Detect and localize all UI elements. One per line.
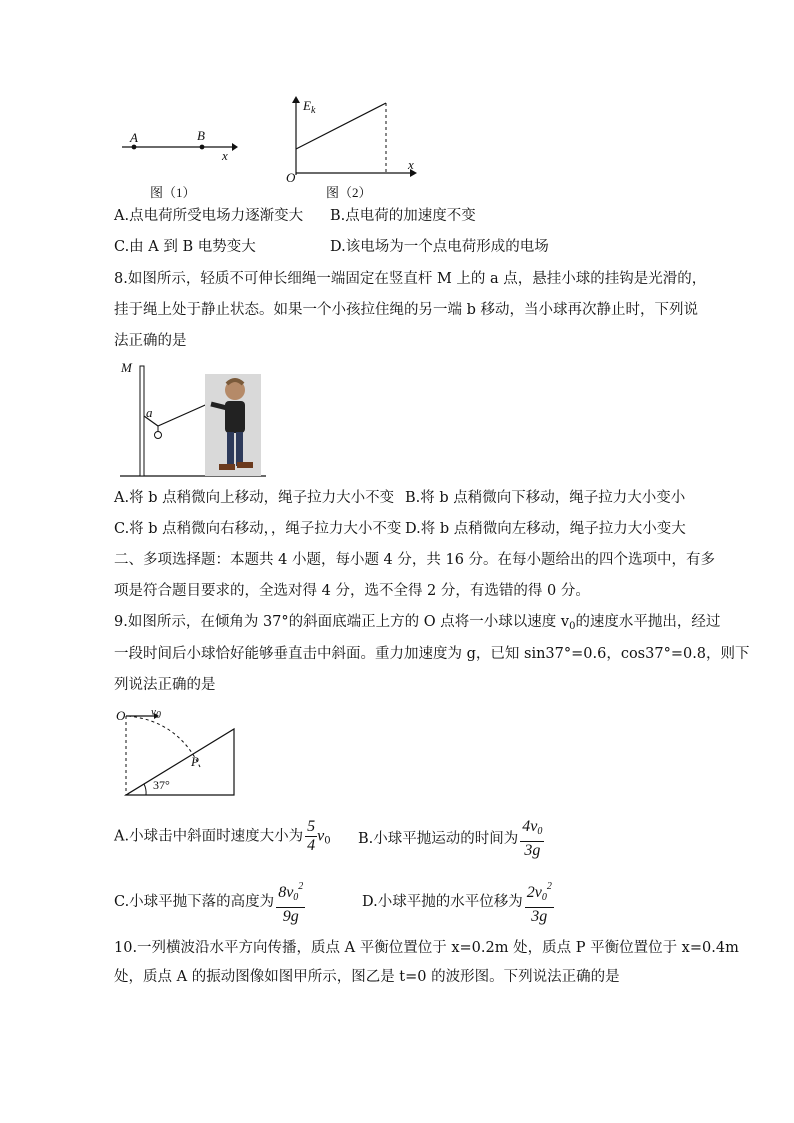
q9-option-d: D.小球平抛的水平位移为 $\frac{2v_0^2}{3g}$ bbox=[362, 878, 554, 926]
q9-option-b: B.小球平抛运动的时间为 $\frac{4v_0}{3g}$ bbox=[358, 818, 543, 859]
q9-option-a: A.小球击中斜面时速度大小为 $\frac{5}{4}$ $v_0$ bbox=[114, 818, 331, 854]
q7-option-a: A.点电荷所受电场力逐渐变大 bbox=[114, 208, 304, 224]
fig1-caption: 图（1） bbox=[150, 185, 196, 200]
q9-line-1: 9.如图所示，在倾角为 37°的斜面底端正上方的 O 点将一小球以速度 $v_0$的速度水平抛出，经过 bbox=[114, 614, 721, 632]
q9-option-c: C.小球平抛下落的高度为 $\frac{8v_0^2}{9g}$ bbox=[114, 878, 305, 926]
point-b bbox=[200, 145, 205, 150]
fig2-axis-y: $E_k$ bbox=[303, 98, 316, 116]
q9-label-o: O bbox=[116, 708, 126, 723]
fig2-axis-x: x bbox=[408, 157, 414, 172]
q8-option-a: A.将 b 点稍微向上移动，绳子拉力大小不变 bbox=[114, 490, 395, 506]
q10-line-2: 处，质点 A 的振动图像如图甲所示，图乙是 t=0 的波形图。下列说法正确的是 bbox=[114, 969, 620, 985]
q9-label-p: P bbox=[191, 754, 199, 769]
figure-q9-incline bbox=[118, 705, 242, 801]
q8-option-c: C.将 b 点稍微向右移动，，绳子拉力大小不变 bbox=[114, 521, 402, 537]
ball bbox=[155, 432, 162, 439]
q8-line-3: 法正确的是 bbox=[114, 333, 187, 349]
q8-label-m: M bbox=[121, 360, 132, 375]
q7-option-d: D.该电场为一个点电荷形成的电场 bbox=[330, 239, 549, 255]
q8-option-b: B.将 b 点稍微向下移动，绳子拉力大小变小 bbox=[405, 490, 686, 506]
q9-line-2: 一段时间后小球恰好能够垂直击中斜面。重力加速度为 g，已知 sin37°=0.6，cos37°=0.8，则下 bbox=[114, 646, 750, 662]
q8-option-d: D.将 b 点稍微向左移动，绳子拉力大小变大 bbox=[405, 521, 686, 537]
q7-option-c: C.由 A 到 B 电势变大 bbox=[114, 239, 256, 255]
q8-line-2: 挂于绳上处于静止状态。如果一个小孩拉住绳的另一端 b 移动，当小球再次静止时，下列说 bbox=[114, 302, 698, 318]
fig1-axis-x: x bbox=[222, 148, 228, 163]
q8-label-a: a bbox=[146, 405, 153, 420]
q9-line-3: 列说法正确的是 bbox=[114, 677, 216, 693]
fig1-label-b: B bbox=[197, 128, 205, 143]
child-figure-icon bbox=[205, 374, 261, 476]
section-2-line-2: 项是符合题目要求的，全选对得 4 分，选不全得 2 分，有选错的得 0 分。 bbox=[114, 583, 590, 599]
child-photo bbox=[205, 374, 261, 476]
fig2-caption: 图（2） bbox=[326, 185, 372, 200]
q10-line-1: 10.一列横波沿水平方向传播，质点 A 平衡位置位于 x=0.2m 处，质点 P 平衡位置位于 x=0.4m bbox=[114, 940, 739, 956]
q8-line-1: 8.如图所示，轻质不可伸长细绳一端固定在竖直杆 M 上的 a 点，悬挂小球的挂钩是光滑的， bbox=[114, 271, 707, 287]
q9-label-v0: v0 bbox=[151, 706, 161, 721]
fig2-origin: O bbox=[286, 170, 296, 185]
fig1-label-a: A bbox=[130, 130, 138, 145]
section-2-line-1: 二、多项选择题：本题共 4 小题，每小题 4 分，共 16 分。在每小题给出的四个选项中，有多 bbox=[114, 552, 716, 568]
q9-label-angle: 37° bbox=[153, 778, 170, 792]
q7-option-b: B.点电荷的加速度不变 bbox=[330, 208, 476, 224]
